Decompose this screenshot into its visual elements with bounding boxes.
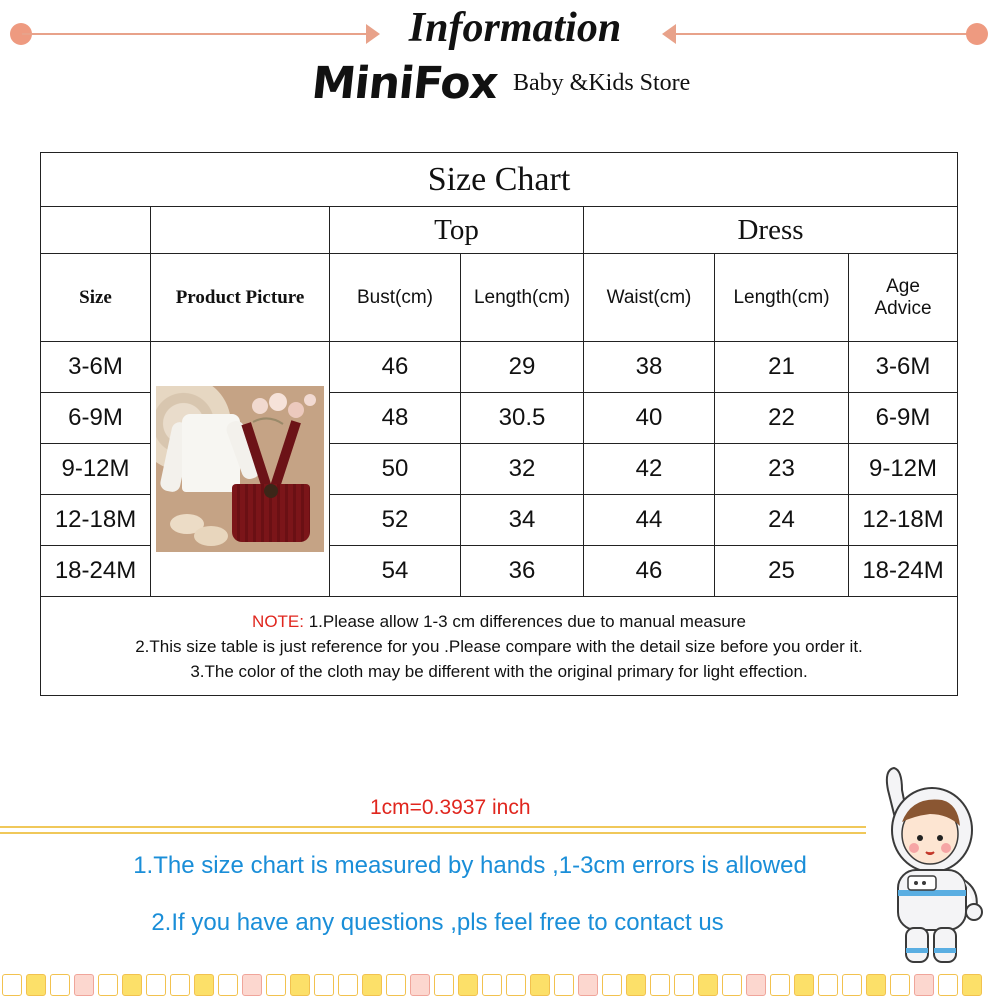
age-label-line1: Age <box>886 275 920 297</box>
cell-bust: 48 <box>330 393 461 444</box>
cell-waist: 44 <box>584 495 715 546</box>
cell-size: 12-18M <box>41 495 151 546</box>
cell-size: 6-9M <box>41 393 151 444</box>
cell-age: 9-12M <box>849 444 958 495</box>
group-top: Top <box>330 207 584 254</box>
size-chart-table <box>40 152 958 696</box>
info-line-1: 1.The size chart is measured by hands ,1-3cm errors is allowed <box>133 852 807 879</box>
cell-dress-length: 21 <box>715 342 849 393</box>
note-line-2: 2.This size table is just reference for you .Please compare with the detail size before you order it. <box>135 636 863 656</box>
header-size: Size <box>41 254 151 342</box>
cell-dress-length: 25 <box>715 546 849 597</box>
decorative-border <box>0 971 1000 1000</box>
cell-top-length: 36 <box>461 546 584 597</box>
cell-bust: 50 <box>330 444 461 495</box>
cell-age: 12-18M <box>849 495 958 546</box>
cell-top-length: 30.5 <box>461 393 584 444</box>
header-arrow-right-icon <box>366 24 380 44</box>
empty-cell <box>151 207 330 254</box>
cell-bust: 46 <box>330 342 461 393</box>
header-top-length: Length(cm) <box>461 254 584 342</box>
astronaut-illustration <box>868 760 988 970</box>
info-line-2: 2.If you have any questions ,pls feel free to contact us <box>151 909 724 936</box>
cell-size: 18-24M <box>41 546 151 597</box>
cell-top-length: 32 <box>461 444 584 495</box>
cell-dress-length: 23 <box>715 444 849 495</box>
unit-conversion: 1cm=0.3937 inch <box>370 796 531 819</box>
brand-logo: MiniFox <box>309 58 500 109</box>
table-row <box>41 342 958 393</box>
product-image <box>156 386 324 552</box>
empty-cell <box>41 207 151 254</box>
cell-waist: 40 <box>584 393 715 444</box>
cell-top-length: 29 <box>461 342 584 393</box>
cell-age: 18-24M <box>849 546 958 597</box>
cell-bust: 52 <box>330 495 461 546</box>
header-line-left <box>22 33 370 35</box>
cell-age: 3-6M <box>849 342 958 393</box>
note-line-1 <box>41 609 957 634</box>
header-waist: Waist(cm) <box>584 254 715 342</box>
group-dress: Dress <box>584 207 958 254</box>
product-picture-cell <box>151 342 330 597</box>
notes-cell <box>41 597 958 696</box>
divider-line <box>0 826 866 828</box>
note-label: NOTE: <box>252 611 304 631</box>
table-title: Size Chart <box>41 153 958 207</box>
note-line-3: 3.The color of the cloth may be different with the original primary for light effection. <box>190 661 808 681</box>
cell-dress-length: 22 <box>715 393 849 444</box>
header-bust: Bust(cm) <box>330 254 461 342</box>
header-dress-length: Length(cm) <box>715 254 849 342</box>
age-label-line2: Advice <box>874 297 932 319</box>
cell-waist: 42 <box>584 444 715 495</box>
cell-dress-length: 24 <box>715 495 849 546</box>
cell-waist: 38 <box>584 342 715 393</box>
header-product-picture: Product Picture <box>151 254 330 342</box>
cell-size: 9-12M <box>41 444 151 495</box>
cell-size: 3-6M <box>41 342 151 393</box>
cell-bust: 54 <box>330 546 461 597</box>
divider-line <box>0 832 866 834</box>
page-title: Information <box>408 5 622 51</box>
store-tagline: Baby &Kids Store <box>513 70 691 96</box>
cell-waist: 46 <box>584 546 715 597</box>
header-line-right <box>672 33 976 35</box>
header-dot-right <box>966 23 988 45</box>
cell-age: 6-9M <box>849 393 958 444</box>
header-age-advice <box>849 254 958 342</box>
cell-top-length: 34 <box>461 495 584 546</box>
note-text-1: 1.Please allow 1-3 cm differences due to manual measure <box>304 611 746 631</box>
